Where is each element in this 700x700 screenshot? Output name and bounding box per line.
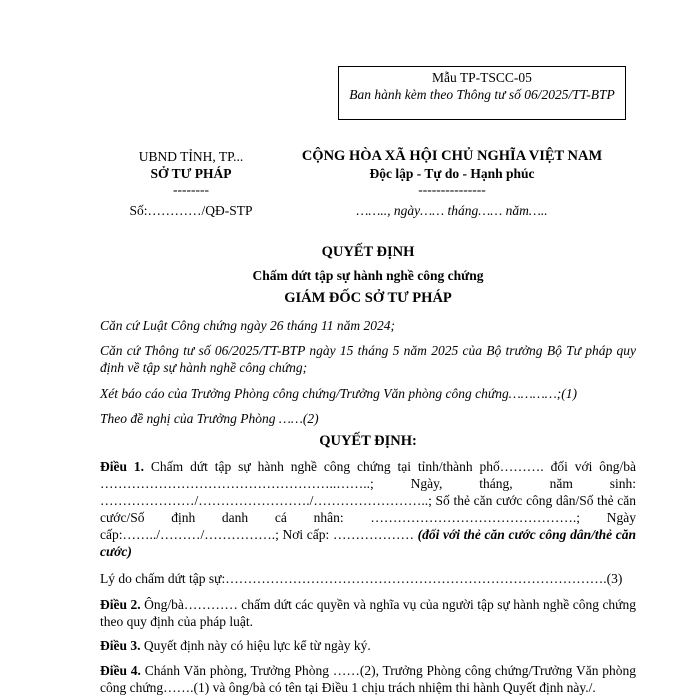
form-issued-by: Ban hành kèm theo Thông tư số 06/2025/TT-BTP <box>349 87 615 102</box>
article-1-label: Điều 1. <box>100 459 145 474</box>
preamble-line: Theo đề nghị của Trưởng Phòng ……(2) <box>100 411 319 426</box>
nation-name: CỘNG HÒA XÃ HỘI CHỦ NGHĨA VIỆT NAM <box>301 148 603 164</box>
agency-parent: UBND TỈNH, TP... <box>138 149 244 164</box>
article-1-text: Chấm dứt tập sự hành nghề công chứng tại tỉnh/thành phố………. đối với ông/bà ……………………………………………..……..; Ngày, tháng, năm sinh: …………………/……………………./……………………..; Số thẻ căn cước công dân/Số thẻ căn cước/Số định danh cá nhân: ……………………………………….; Ngày cấp:……../………/…………….; Nơi cấp: ……………… <box>100 459 636 542</box>
document-subject: Chấm dứt tập sự hành nghề công chứng <box>252 268 484 283</box>
article-3-label: Điều 3. <box>100 638 141 653</box>
preamble-line: Căn cứ Luật Công chứng ngày 26 tháng 11 năm 2024; <box>100 318 395 333</box>
national-motto: Độc lập - Tự do - Hạnh phúc <box>369 166 535 181</box>
decision-heading: QUYẾT ĐỊNH: <box>319 433 417 449</box>
issuing-authority: GIÁM ĐỐC SỞ TƯ PHÁP <box>284 290 452 306</box>
article-3-text: Quyết định này có hiệu lực kể từ ngày ký. <box>140 638 371 653</box>
agency-divider: -------- <box>173 182 209 197</box>
form-code-box <box>338 66 626 120</box>
document-number: Số:…………/QĐ-STP <box>129 203 253 218</box>
preamble-line: Căn cứ Thông tư số 06/2025/TT-BTP ngày 15 tháng 5 năm 2025 của Bộ trưởng Bộ Tư pháp quy định về tập sự hành nghề công chứng; <box>100 343 636 375</box>
article-2-text: Ông/bà………… chấm dứt các quyền và nghĩa vụ của người tập sự hành nghề công chứng theo quy định của pháp luật. <box>100 597 636 629</box>
article-1-note: (đối với thẻ căn cước công dân/thẻ căn cước) <box>100 527 636 559</box>
article-1-reason: Lý do chấm dứt tập sự:………………………………………………………………………….(3) <box>100 571 623 586</box>
article-4 <box>100 662 636 696</box>
article-2 <box>100 596 636 630</box>
article-4-label: Điều 4. <box>100 663 141 678</box>
article-1 <box>100 458 636 560</box>
form-code: Mẫu TP-TSCC-05 <box>432 70 532 85</box>
document-type: QUYẾT ĐỊNH <box>321 244 415 260</box>
preamble-line: Xét báo cáo của Trưởng Phòng công chứng/Trưởng Văn phòng công chứng…………;(1) <box>100 386 577 401</box>
motto-divider: --------------- <box>418 182 486 197</box>
article-2-label: Điều 2. <box>100 597 141 612</box>
agency-name: SỞ TƯ PHÁP <box>150 166 232 181</box>
article-4-text: Chánh Văn phòng, Trưởng Phòng ……(2), Trưởng Phòng công chứng/Trưởng Văn phòng công chứng…….(1) và ông/bà có tên tại Điều 1 chịu trách nhiệm thi hành Quyết định này./. <box>100 663 637 695</box>
place-date: …….., ngày…… tháng…… năm….. <box>356 203 548 218</box>
article-3 <box>100 637 636 654</box>
